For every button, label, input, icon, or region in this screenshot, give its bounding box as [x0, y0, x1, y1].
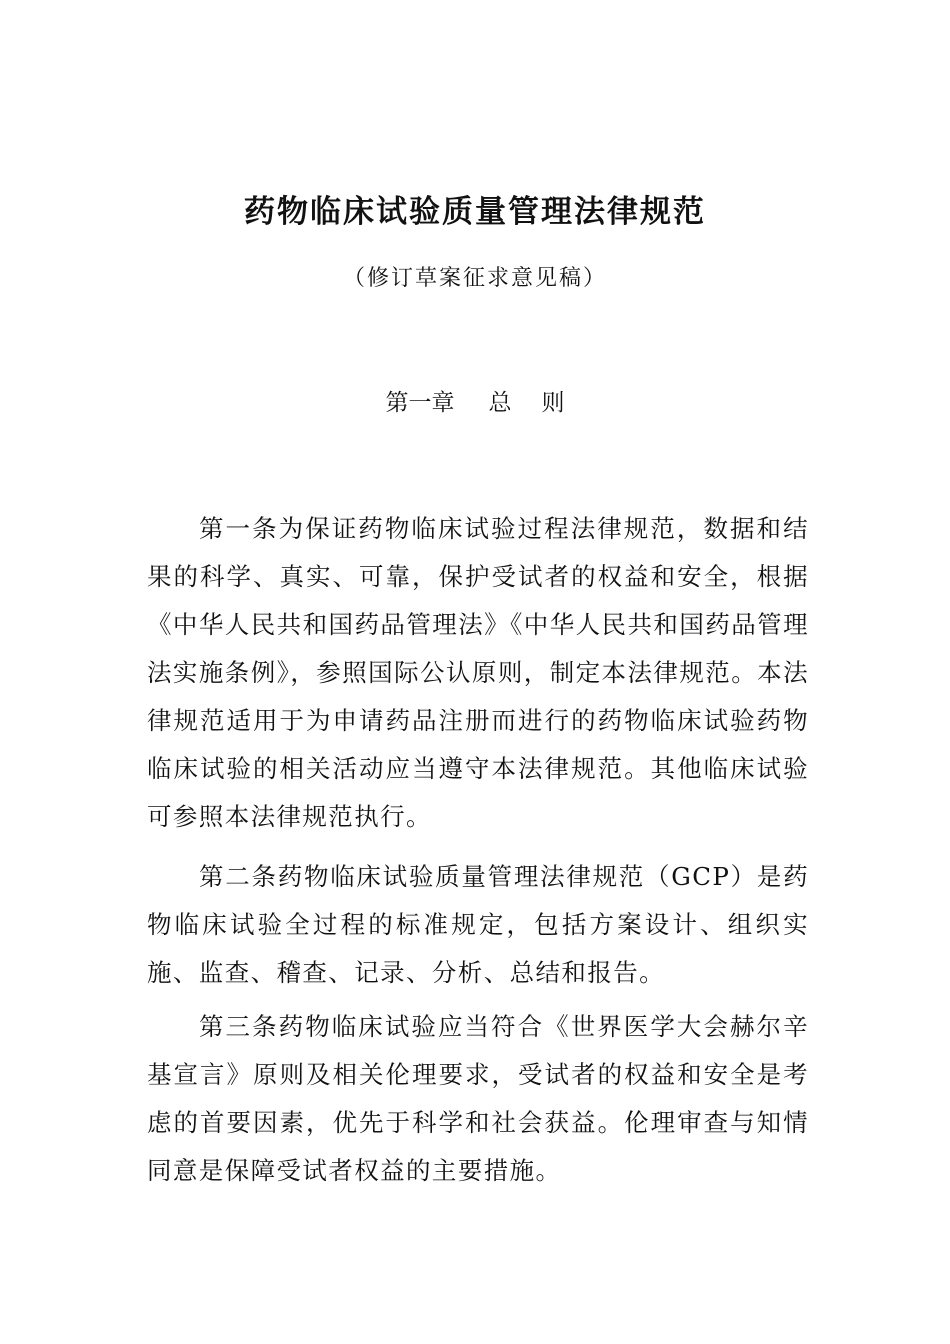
document-subtitle: （修订草案征求意见稿） [342, 266, 607, 291]
article-3-paragraph: 第三条药物临床试验应当符合《世界医学大会赫尔辛基宣言》原则及相关伦理要求，受试者的权益和安全是考虑的首要因素，优先于科学和社会获益。伦理审查与知情同意是保障受试者权益的主要措施。 [147, 1012, 809, 1185]
document-title: 药物临床试验质量管理法律规范 [244, 194, 706, 230]
chapter-name-part1: 总 [488, 390, 512, 416]
chapter-number: 第一章 [385, 390, 455, 416]
article-2-paragraph: 第二条药物临床试验质量管理法律规范（GCP）是药物临床试验全过程的标准规定，包括方案设计、组织实施、监查、稽查、记录、分析、总结和报告。 [147, 862, 809, 987]
chapter-name-part2: 则 [541, 390, 565, 416]
article-1-paragraph: 第一条为保证药物临床试验过程法律规范，数据和结果的科学、真实、可靠，保护受试者的权益和安全，根据《中华人民共和国药品管理法》《中华人民共和国药品管理法实施条例》，参照国际公认原则，制定本法律规范。本法律规范适用于为申请药品注册而进行的药物临床试验药物临床试验的相关活动应当遵守本法律规范。其他临床试验可参照本法律规范执行。 [147, 514, 809, 831]
chapter-heading [0, 386, 950, 420]
